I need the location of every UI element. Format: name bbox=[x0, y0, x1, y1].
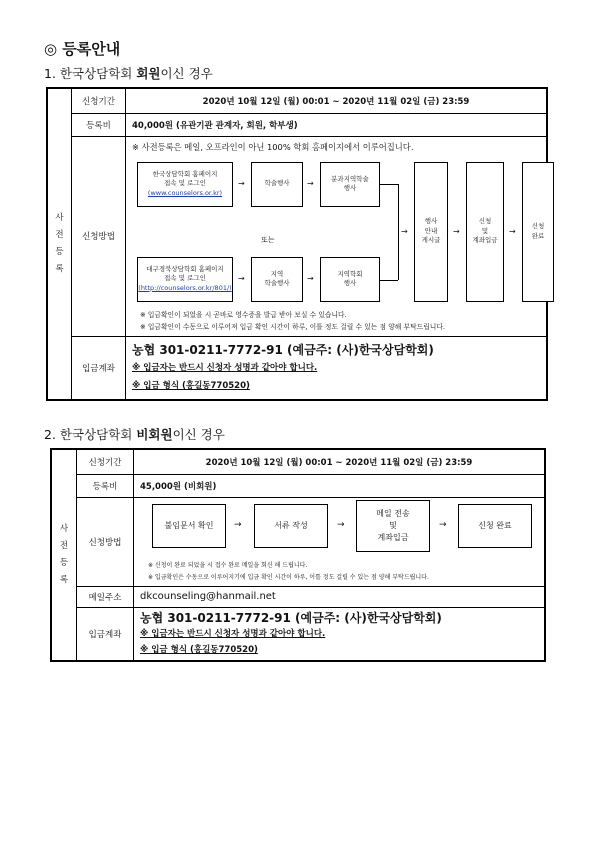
regional-link[interactable]: (http://counselors.or.kr/801/) bbox=[138, 283, 232, 292]
arrow-icon: → bbox=[509, 226, 516, 236]
section1-account-note1: ※ 입금자는 반드시 신청자 성명과 같아야 합니다. bbox=[132, 362, 318, 373]
arrow-icon: → bbox=[307, 273, 314, 283]
section1-fee-value: 40,000원 (유관기관 관계자, 회원, 학부생) bbox=[126, 113, 548, 136]
section2-account-cell bbox=[134, 607, 546, 661]
arrow-icon: → bbox=[439, 519, 447, 530]
section2-mail-label: 메일주소 bbox=[77, 586, 134, 607]
page-title: ◎ 등록안내 bbox=[44, 40, 121, 58]
section2-table bbox=[50, 448, 546, 662]
section1-period-label: 신청기간 bbox=[72, 88, 126, 113]
section1-note2: ※ 입금확인이 수동으로 이루어져 입금 확인 시간이 하루, 이틀 정도 걸릴 수 있는 점 양해 부탁드립니다. bbox=[140, 322, 446, 331]
section1-heading-suffix: 이신 경우 bbox=[160, 66, 213, 81]
section1-account-label: 입금계좌 bbox=[72, 336, 126, 400]
flow-box-division-event: 분과지역학술 행사 bbox=[320, 162, 380, 207]
section2-note2: ※ 입금확인은 수동으로 이루어지기에 입금 확인 시간이 하루, 이틀 정도 걸릴 수 있는 점 양해 부탁드립니다. bbox=[148, 573, 429, 581]
flow-box-event-notice: 행사 안내 게시글 bbox=[414, 162, 448, 302]
section1-account-note2: ※ 입금 형식 (홍길동770520) bbox=[132, 380, 250, 391]
section2-method-cell bbox=[134, 497, 546, 586]
section1-heading bbox=[44, 64, 213, 82]
flow-box-regional-event: 지역 학술행사 bbox=[251, 257, 303, 302]
flow-box-complete: 신청 완료 bbox=[522, 162, 554, 302]
section1-heading-bold: 회원 bbox=[136, 66, 161, 81]
section1-fee-label: 등록비 bbox=[72, 113, 126, 136]
section2-method-label: 신청방법 bbox=[77, 497, 134, 586]
section2-period-value: 2020년 10월 12일 (월) 00:01 ~ 2020년 11월 02일 (금) 23:59 bbox=[134, 449, 546, 474]
section2-fee-label: 등록비 bbox=[77, 474, 134, 497]
section2-note1: ※ 신청이 완료 되었을 시 접수 완료 메일을 회신 해 드립니다. bbox=[148, 561, 308, 569]
section1-account-cell bbox=[126, 336, 548, 400]
arrow-icon: → bbox=[401, 226, 408, 236]
section2-account-note1: ※ 입금자는 반드시 신청자 성명과 같아야 합니다. bbox=[140, 628, 326, 639]
flow-box-apply-deposit: 신청 및 계좌입금 bbox=[466, 162, 504, 302]
section2-period-label: 신청기간 bbox=[77, 449, 134, 474]
flow2-box-write-documents: 서류 작성 bbox=[254, 504, 328, 548]
flow2-box-check-documents: 불임문서 확인 bbox=[152, 504, 226, 548]
arrow-icon: → bbox=[307, 178, 314, 188]
flow-box-regional-society-event: 지역학회 행사 bbox=[320, 257, 380, 302]
arrow-icon: → bbox=[234, 519, 242, 530]
section1-heading-prefix: 1. 한국상담학회 bbox=[44, 66, 137, 81]
section2-side-label: 사 전 등 록 bbox=[51, 449, 77, 661]
section1-period-value: 2020년 10월 12일 (월) 00:01 ~ 2020년 11월 02일 (금) 23:59 bbox=[126, 88, 548, 113]
flow-box-academic-event: 학술행사 bbox=[251, 162, 303, 207]
section2-account-note2: ※ 입금 형식 (홍길동770520) bbox=[140, 644, 258, 655]
flow-or-label: 또는 bbox=[261, 235, 275, 244]
arrow-icon: → bbox=[453, 226, 460, 236]
flow-box-regional-homepage: 대구경북상담학회 홈페이지 접속 및 로그인 (http://counselors.or.kr/801/) bbox=[137, 257, 233, 302]
section2-heading-suffix: 이신 경우 bbox=[172, 427, 225, 442]
section1-note1: ※ 입금확인이 되었을 시 곧바로 영수증을 발급 받아 보실 수 있습니다. bbox=[140, 310, 347, 319]
section1-method-label: 신청방법 bbox=[72, 136, 126, 336]
section1-account-value: 농협 301-0211-7772-91 (예금주: (사)한국상담학회) bbox=[132, 342, 434, 357]
flow2-box-mail-deposit: 메일 전송 및 계좌입금 bbox=[356, 500, 430, 552]
flow2-box-complete: 신청 완료 bbox=[458, 504, 532, 548]
arrow-icon: → bbox=[337, 519, 345, 530]
section2-account-value: 농협 301-0211-7772-91 (예금주: (사)한국상담학회) bbox=[140, 610, 442, 625]
section1-side-label: 사 전 등 록 bbox=[47, 88, 72, 400]
section2-heading-prefix: 2. 한국상담학회 bbox=[44, 427, 137, 442]
section2-account-label: 입금계좌 bbox=[77, 607, 134, 661]
section1-method-cell bbox=[126, 136, 548, 336]
section2-mail-value[interactable]: dkcounseling@hanmail.net bbox=[134, 586, 546, 607]
section1-method-intro: ※ 사전등록은 메일, 오프라인이 아닌 100% 학회 홈페이지에서 이루어집니다. bbox=[132, 141, 414, 152]
arrow-icon: → bbox=[238, 178, 245, 188]
section2-fee-value: 45,000원 (비회원) bbox=[134, 474, 546, 497]
flow-box-homepage: 한국상담학회 홈페이지 접속 및 로그인 (www.counselors.or.kr) bbox=[137, 162, 233, 207]
section1-table bbox=[46, 87, 548, 401]
counselors-link[interactable]: (www.counselors.or.kr) bbox=[147, 188, 223, 197]
arrow-icon: → bbox=[238, 273, 245, 283]
section2-heading-bold: 비회원 bbox=[136, 427, 173, 442]
section2-heading bbox=[44, 425, 225, 443]
